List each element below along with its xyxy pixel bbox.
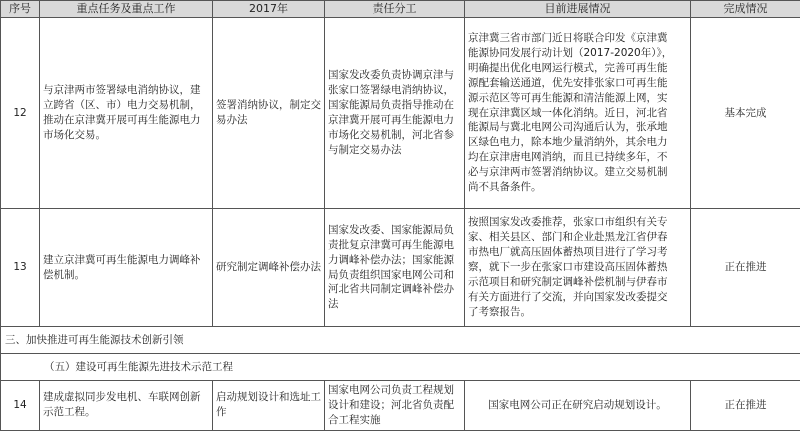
header-progress: 目前进展情况 xyxy=(465,1,691,18)
year-cell xyxy=(213,381,325,431)
table-row xyxy=(1,381,800,431)
row-number: 12 xyxy=(1,18,40,209)
year-cell xyxy=(213,209,325,327)
task-text: 与京津两市签署绿电消纳协议，建 立跨省（区、市）电力交易机制， 推动在京津冀开展可再生能源电力 市场化交易。 xyxy=(43,84,201,141)
division-cell xyxy=(325,18,465,209)
progress-cell xyxy=(465,381,691,431)
division-cell xyxy=(325,209,465,327)
task-text: 建成虚拟同步发电机、车联网创新 示范工程。 xyxy=(43,391,201,419)
division-text: 国家电网公司负责工程规划 设计和建设；河北省负责配 合工程实施 xyxy=(328,384,454,426)
status-cell: 正在推进 xyxy=(691,381,800,431)
header-row xyxy=(1,1,800,18)
table-row xyxy=(1,18,800,209)
status-cell: 基本完成 xyxy=(691,18,800,209)
task-cell xyxy=(40,18,213,209)
progress-text: 按照国家发改委推荐，张家口市组织有关专 家、相关县区、部门和企业赴黑龙江省伊春 市热电厂就高压固体蓄热项目进行了学习考 察，就下一步在张家口市建设高压固体蓄热 示范项目和研究制定调峰补偿机制与伊春市 有关方面进行了交流，并向国家发改委提交 了考察报告。 xyxy=(468,216,668,318)
section-title: 三、加快推进可再生能源技术创新引领 xyxy=(1,327,800,354)
year-text: 研究制定调峰补偿办法 xyxy=(216,261,321,274)
progress-text: 国家电网公司正在研究启动规划设计。 xyxy=(488,398,667,411)
status-cell: 正在推进 xyxy=(691,209,800,327)
division-text: 国家发改委负责协调京津与 张家口签署绿电消纳协议， 国家能源局负责指导推动在 京津冀开展可再生能源电力 市场化交易机制，河北省参 与制定交易办法 xyxy=(328,69,454,156)
progress-cell xyxy=(465,18,691,209)
subsection-cell xyxy=(1,354,800,381)
progress-cell xyxy=(465,209,691,327)
header-task: 重点任务及重点工作 xyxy=(40,1,213,18)
year-text: 启动规划设计和选址工 作 xyxy=(216,391,321,419)
progress-text: 京津冀三省市部门近日将联合印发《京津冀 能源协同发展行动计划（2017-2020年）》， 明确提出优化电网运行模式，完善可再生能 源配套输送通道，优先安排张家口可再生能 源示范区等可再生能源和清洁能源上网，实 现在京津冀区域一体化消纳。近日，河北省 能源局与冀北电网公司沟通后认为，张承地 区绿色电力，除本地少量消纳外，其余电力 均在京津唐电网消纳，而且已持续多年，不 必与京津两市签署消纳协议。建立交易机制 尚不具备条件。 xyxy=(468,32,673,194)
header-division: 责任分工 xyxy=(325,1,465,18)
table-row xyxy=(1,209,800,327)
year-text: 签署消纳协议，制定交 易办法 xyxy=(216,99,321,126)
task-cell xyxy=(40,381,213,431)
header-status: 完成情况 xyxy=(691,1,800,18)
header-year: 2017年 xyxy=(213,1,325,18)
row-number: 13 xyxy=(1,209,40,327)
subsection-title: （五）建设可再生能源先进技术示范工程 xyxy=(44,360,233,373)
row-number: 14 xyxy=(1,381,40,431)
year-cell xyxy=(213,18,325,209)
task-cell xyxy=(40,209,213,327)
division-text: 国家发改委、国家能源局负 责批复京津冀可再生能源电 力调峰补偿办法；国家能源 局负责组织国家电网公司和 河北省共同制定调峰补偿办 法 xyxy=(328,223,454,311)
section-row xyxy=(1,327,800,354)
header-no: 序号 xyxy=(1,1,40,18)
task-text: 建立京津冀可再生能源电力调峰补 偿机制。 xyxy=(43,253,201,281)
division-cell xyxy=(325,381,465,431)
subsection-row xyxy=(1,354,800,381)
